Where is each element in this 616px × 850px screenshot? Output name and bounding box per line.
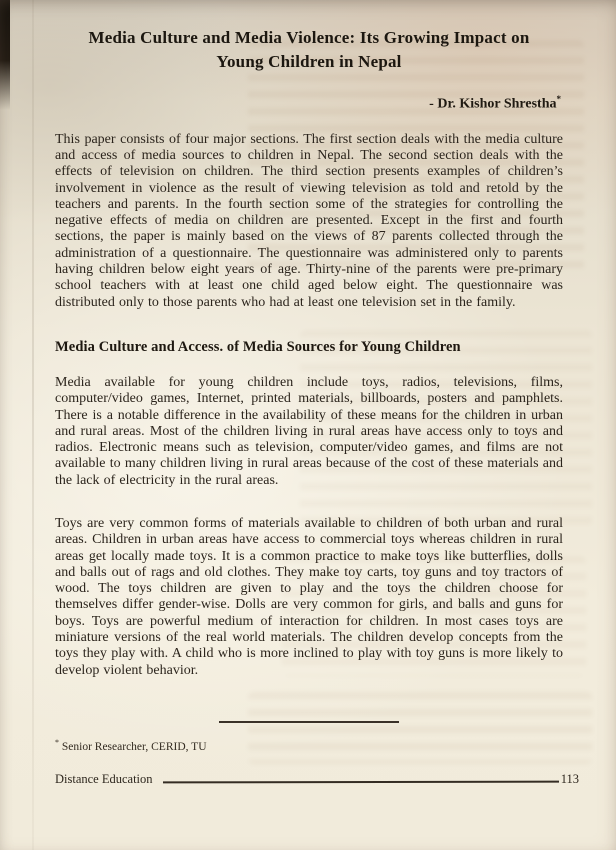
- footnote: [55, 738, 563, 753]
- article-body: [55, 0, 579, 787]
- article-title: Media Culture and Media Violence: Its Growing Impact on Young Children in Nepal: [88, 28, 530, 71]
- paragraph-intro: This paper consists of four major sections. The first section deals with the media culture and access of media sources to children in Nepal. The second section deals with the effects of television on children. The third section presents examples of children’s involvement in violence as the result of viewing television as told and retold by the teachers and parents. In the fourth section some of the strategies for controlling the negative effects of media on children are presented. Except in the first and fourth sections, the paper is mainly based on the views of 87 parents collected through the administration of a questionnaire. The questionnaire was administered only to parents having children below eight years of age. Thirty-nine of the parents were pre-primary school teachers with at least one child aged below eight. The questionnaire was distributed only to those parents who had at least one television set in the family.: [55, 131, 563, 310]
- footer-rule: [163, 780, 559, 783]
- paragraph-toys: Toys are very common forms of materials available to children of both urban and rural areas. Children in urban areas have access to commercial toys whereas children in rural areas get locally made toys. It is a common practice to make toys like butterflies, dolls and balls out of rags and old clothes. They make toy carts, toy guns and toy tractors of wood. The toys children are given to play and the toys the children choose for themselves differ gender-wise. Dolls are very common for girls, and balls and guns for boys. Toys are powerful medium of interaction for children. In most cases toys are miniature versions of the real world materials. The children develop concepts from the toys they play with. A child who is more inclined to play with toy guns is more likely to develop violent behavior.: [55, 516, 563, 678]
- author-byline: [55, 94, 563, 113]
- journal-name: Distance Education: [55, 771, 153, 786]
- section-heading: Media Culture and Access. of Media Sources for Young Children: [55, 338, 461, 355]
- paragraph-media-availability: Media available for young children include toys, radios, televisions, films, computer/video games, Internet, printed materials, billboards, posters and pamphlets. There is a notable difference in the availability of these means for the children in urban and rural areas. Most of the children living in rural areas have access only to toys and radios. Electronic means such as television, computer/video games, and films are not available to many children living in rural areas because of the cost of these materials and the lack of electricity in the rural areas.: [55, 374, 563, 488]
- scan-corner-artifact: [0, 0, 10, 110]
- page-footer: [55, 772, 579, 787]
- footnote-text: Senior Researcher, CERID, TU: [61, 740, 207, 753]
- footnote-divider: [219, 721, 399, 723]
- author-footnote-mark: *: [556, 94, 561, 104]
- author-name: - Dr. Kishor Shrestha: [429, 96, 557, 112]
- page-crease-line: [32, 0, 34, 850]
- page-number: 113: [560, 771, 579, 786]
- footnote-mark: *: [55, 737, 59, 747]
